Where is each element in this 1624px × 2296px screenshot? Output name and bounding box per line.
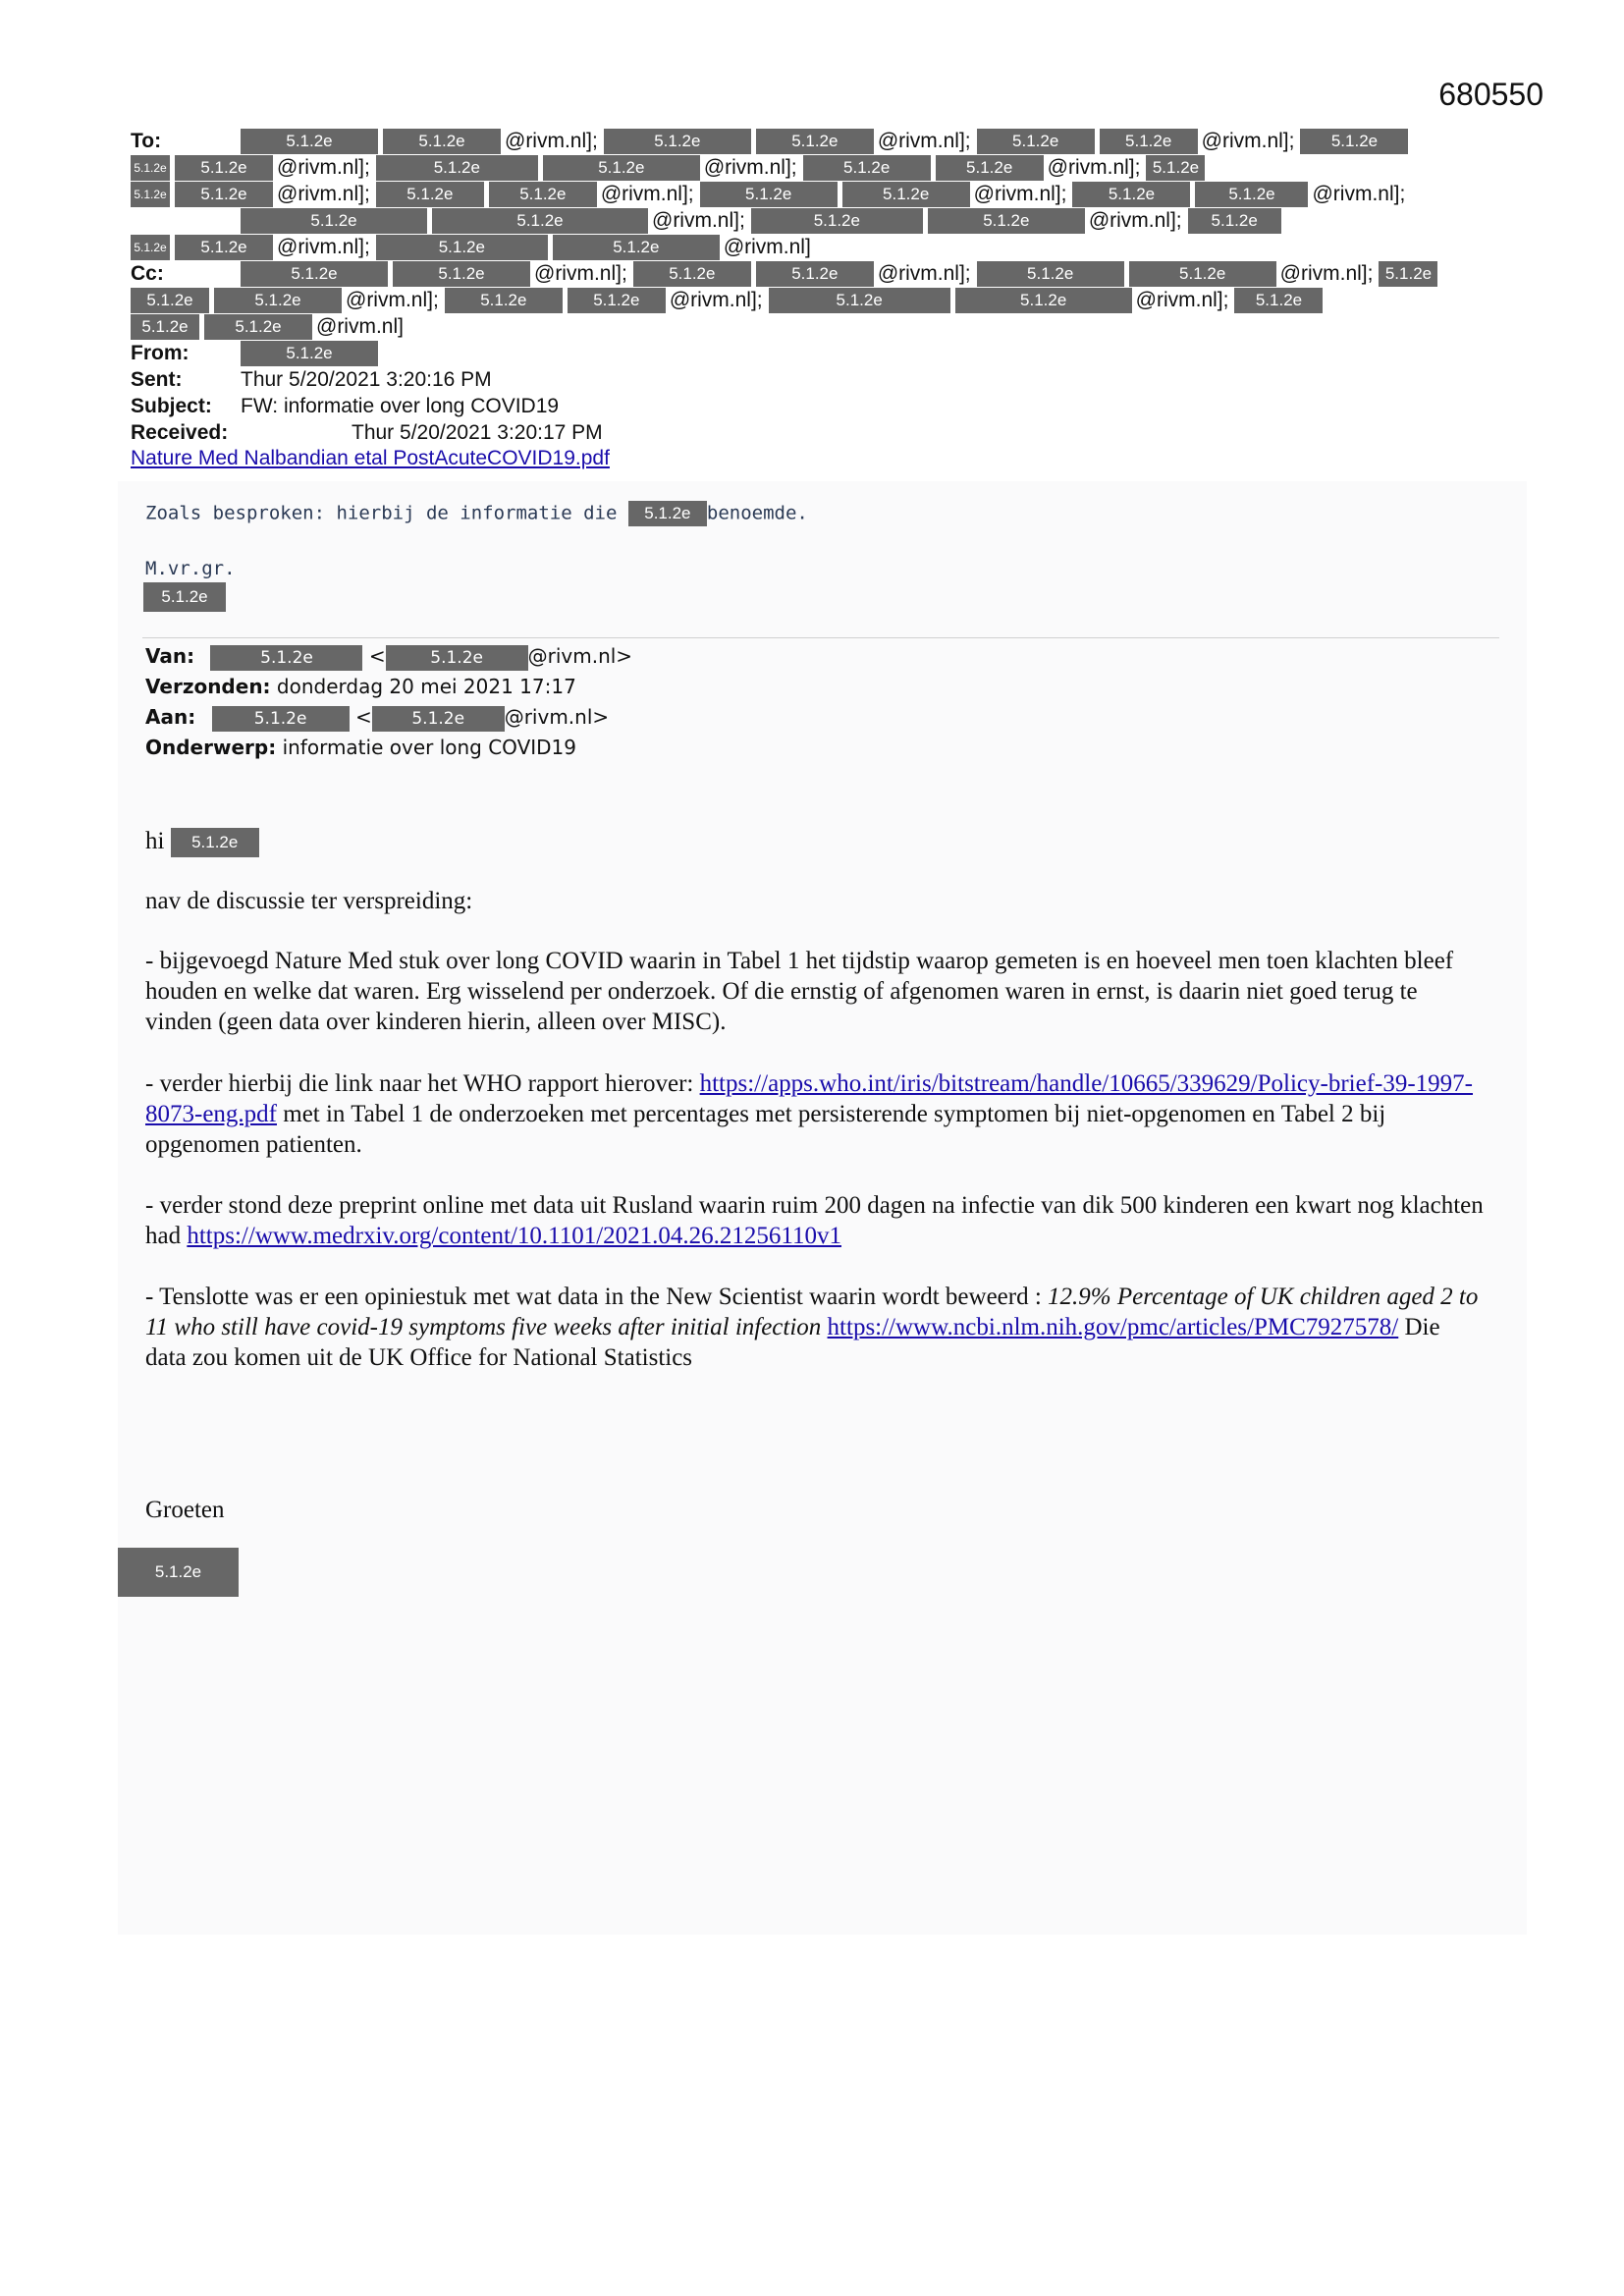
email-domain: @rivm.nl]; <box>1279 262 1374 285</box>
email-domain: @rivm.nl]; <box>277 183 370 205</box>
ncbi-link[interactable]: https://www.ncbi.nlm.nih.gov/pmc/articles/PMC7927578/ <box>827 1314 1399 1340</box>
greeting-line <box>145 826 1486 857</box>
original-aan <box>145 705 609 732</box>
email-domain: @rivm.nl]; <box>1312 183 1406 205</box>
redaction: 5.1.2e <box>171 828 259 857</box>
medrxiv-link[interactable]: https://www.medrxiv.org/content/10.1101/2021.04.26.21256110v1 <box>187 1223 841 1249</box>
redaction: 5.1.2e <box>633 261 751 287</box>
email-domain: @rivm.nl]; <box>277 236 370 258</box>
to-label: To: <box>131 130 162 152</box>
email-domain: @rivm.nl] <box>723 236 811 258</box>
email-header <box>131 128 1505 446</box>
redaction: 5.1.2e <box>143 582 226 612</box>
redaction: 5.1.2e <box>393 261 530 287</box>
redaction: 5.1.2e <box>489 182 597 207</box>
p4-text: - Tenslotte was er een opiniestuk met wat data in the New Scientist waarin wordt beweerd : <box>145 1284 1049 1310</box>
paragraph-2 <box>145 1068 1486 1160</box>
to-row-4 <box>131 207 1505 234</box>
redaction: 5.1.2e <box>214 288 342 313</box>
redaction: 5.1.2e <box>1188 208 1281 234</box>
to-recipients-line-5 <box>131 234 817 260</box>
redaction: 5.1.2e <box>175 155 273 181</box>
received-label: Received: <box>131 421 229 444</box>
email-domain: @rivm.nl]; <box>505 130 598 152</box>
cc-label: Cc: <box>131 262 164 285</box>
email-domain: @rivm.nl]; <box>1135 289 1229 311</box>
document-id: 680550 <box>1438 77 1543 112</box>
redaction: 5.1.2e <box>241 208 427 234</box>
redaction: 5.1.2e <box>568 288 666 313</box>
aan-suffix: @rivm.nl> <box>504 705 610 729</box>
onderwerp-label: Onderwerp: <box>145 736 277 759</box>
redaction: 5.1.2e <box>204 314 312 340</box>
paragraph-1: - bijgevoegd Nature Med stuk over long COVID waarin in Tabel 1 het tijdstip waarop gemeten is en hoeveel men toen klachten bleef houden en welke dat waren. Erg wisselend per onderzoek. Of die ernstig of afgenomen waren in ernst, is daarin niet goed terug te vinden (geen data over kinderen hierin, alleen over MISC). <box>145 948 1454 1035</box>
cc-recipients-line-3 <box>131 313 409 340</box>
email-domain: @rivm.nl]; <box>973 183 1067 205</box>
email-domain: @rivm.nl]; <box>652 209 745 232</box>
email-domain: @rivm.nl]; <box>703 156 797 179</box>
redaction: 5.1.2e <box>1146 155 1205 181</box>
subject-value: FW: informatie over long COVID19 <box>241 395 560 417</box>
signature <box>118 1548 239 1597</box>
redaction: 5.1.2e <box>977 129 1095 154</box>
van-label: Van: <box>145 644 195 668</box>
redaction: 5.1.2e <box>756 129 874 154</box>
aan-label: Aan: <box>145 705 196 729</box>
redaction: 5.1.2e <box>445 288 563 313</box>
cc-recipients-line-2 <box>131 287 1323 313</box>
cc-row <box>131 260 1505 287</box>
greeting: hi <box>145 828 165 854</box>
p2-text: - verder hierbij die link naar het WHO rapport hierover: <box>145 1070 700 1097</box>
divider <box>142 637 1499 638</box>
redaction: 5.1.2e <box>212 706 350 732</box>
cc-row-2 <box>131 287 1505 313</box>
email-domain: @rivm.nl]; <box>277 156 370 179</box>
redaction: 5.1.2e <box>936 155 1044 181</box>
redaction: 5.1.2e <box>700 182 838 207</box>
email-domain: @rivm.nl]; <box>1088 209 1182 232</box>
redaction: 5.1.2e <box>928 208 1085 234</box>
original-verzonden <box>145 675 576 698</box>
redaction: 5.1.2e <box>543 155 700 181</box>
received-row <box>131 419 1505 446</box>
who-report-link[interactable]: https://apps.who.int/iris/bitstream/handle/10665/339629/Policy-brief-39-1997-8073-eng.pdf <box>145 1070 1474 1127</box>
to-row-5 <box>131 234 1505 260</box>
redaction: 5.1.2e <box>955 288 1132 313</box>
redaction: 5.1.2e <box>131 155 170 181</box>
paragraph-3 <box>145 1190 1486 1251</box>
forward-note-text: Zoals besproken: hierbij de informatie die <box>145 502 618 524</box>
received-value: Thur 5/20/2021 3:20:17 PM <box>352 421 603 444</box>
email-domain: @rivm.nl]; <box>534 262 627 285</box>
redaction: 5.1.2e <box>432 208 648 234</box>
redaction: 5.1.2e <box>241 261 388 287</box>
redaction: 5.1.2e <box>376 155 538 181</box>
sent-value: Thur 5/20/2021 3:20:16 PM <box>241 368 492 391</box>
van-suffix: @rivm.nl> <box>527 644 633 668</box>
to-recipients-line-1 <box>241 128 1408 154</box>
redaction: 5.1.2e <box>553 235 720 260</box>
to-row-2 <box>131 154 1505 181</box>
email-domain: @rivm.nl]; <box>1201 130 1295 152</box>
to-recipients-line-4 <box>241 207 1281 234</box>
sent-row <box>131 366 1505 393</box>
attachment-link[interactable]: Nature Med Nalbandian etal PostAcuteCOVID19.pdf <box>131 447 610 469</box>
redaction: 5.1.2e <box>175 182 273 207</box>
cc-row-3 <box>131 313 1505 340</box>
redaction: 5.1.2e <box>1379 261 1437 287</box>
redaction: 5.1.2e <box>376 182 484 207</box>
from-value <box>241 340 378 366</box>
lt: < <box>354 705 372 729</box>
redaction: 5.1.2e <box>1100 129 1198 154</box>
to-recipients-line-3 <box>131 181 1411 207</box>
original-onderwerp <box>145 736 576 759</box>
to-row <box>131 128 1505 154</box>
forward-signoff: M.vr.gr. <box>145 558 236 579</box>
original-van <box>145 644 632 671</box>
redaction: 5.1.2e <box>1129 261 1276 287</box>
redaction: 5.1.2e <box>376 235 548 260</box>
redaction: 5.1.2e <box>131 288 209 313</box>
redaction: 5.1.2e <box>372 706 505 732</box>
closing: Groeten <box>145 1497 225 1523</box>
email-domain: @rivm.nl]; <box>1047 156 1141 179</box>
email-domain: @rivm.nl]; <box>877 130 971 152</box>
verzonden-value: donderdag 20 mei 2021 17:17 <box>276 675 576 698</box>
redaction: 5.1.2e <box>1072 182 1190 207</box>
forward-note-line <box>145 501 808 526</box>
redaction: 5.1.2e <box>842 182 970 207</box>
onderwerp-value: informatie over long COVID19 <box>282 736 577 759</box>
email-domain: @rivm.nl]; <box>877 262 971 285</box>
p4-quote: 12.9% Percentage of UK children aged 2 to 11 who still have covid-19 symptoms five weeks after initial infection <box>145 1284 1479 1340</box>
p4-text-end: Die data zou komen uit de UK Office for National Statistics <box>145 1314 1440 1371</box>
forward-note-text-end: benoemde. <box>706 502 808 524</box>
redaction: 5.1.2e <box>604 129 751 154</box>
email-domain: @rivm.nl] <box>316 315 404 338</box>
redaction: 5.1.2e <box>756 261 874 287</box>
redaction: 5.1.2e <box>803 155 931 181</box>
redaction: 5.1.2e <box>751 208 923 234</box>
redaction: 5.1.2e <box>241 129 378 154</box>
redaction: 5.1.2e <box>1234 288 1323 313</box>
email-domain: @rivm.nl]; <box>600 183 694 205</box>
redaction: 5.1.2e <box>1300 129 1408 154</box>
p3-text: - verder stond deze preprint online met data uit Rusland waarin ruim 200 dagen na infectie van dik 500 kinderen een kwart nog klachten had <box>145 1192 1484 1249</box>
email-domain: @rivm.nl]; <box>669 289 763 311</box>
email-domain: @rivm.nl]; <box>346 289 439 311</box>
redaction: 5.1.2e <box>241 341 378 366</box>
redaction: 5.1.2e <box>628 501 707 526</box>
from-label: From: <box>131 342 189 364</box>
to-recipients-line-2 <box>131 154 1205 181</box>
sent-label: Sent: <box>131 368 183 391</box>
redaction: 5.1.2e <box>118 1548 239 1597</box>
intro: nav de discussie ter verspreiding: <box>145 888 473 914</box>
subject-row <box>131 393 1505 419</box>
to-row-3 <box>131 181 1505 207</box>
subject-label: Subject: <box>131 395 212 417</box>
redaction: 5.1.2e <box>131 182 170 207</box>
redaction: 5.1.2e <box>383 129 501 154</box>
verzonden-label: Verzonden: <box>145 675 271 698</box>
redaction: 5.1.2e <box>1195 182 1308 207</box>
redaction: 5.1.2e <box>769 288 950 313</box>
redaction: 5.1.2e <box>386 645 528 671</box>
redaction: 5.1.2e <box>175 235 273 260</box>
cc-recipients-line-1 <box>241 260 1437 287</box>
forward-signature <box>143 582 226 612</box>
redaction: 5.1.2e <box>131 314 199 340</box>
redaction: 5.1.2e <box>210 645 362 671</box>
p2-text-end: met in Tabel 1 de onderzoeken met percentages met persisterende symptomen bij niet-opgenomen en Tabel 2 bij opgenomen patienten. <box>145 1101 1386 1158</box>
paragraph-4 <box>145 1282 1486 1373</box>
redaction: 5.1.2e <box>131 235 170 260</box>
redaction: 5.1.2e <box>977 261 1124 287</box>
lt: < <box>368 644 386 668</box>
from-row <box>131 340 1505 366</box>
